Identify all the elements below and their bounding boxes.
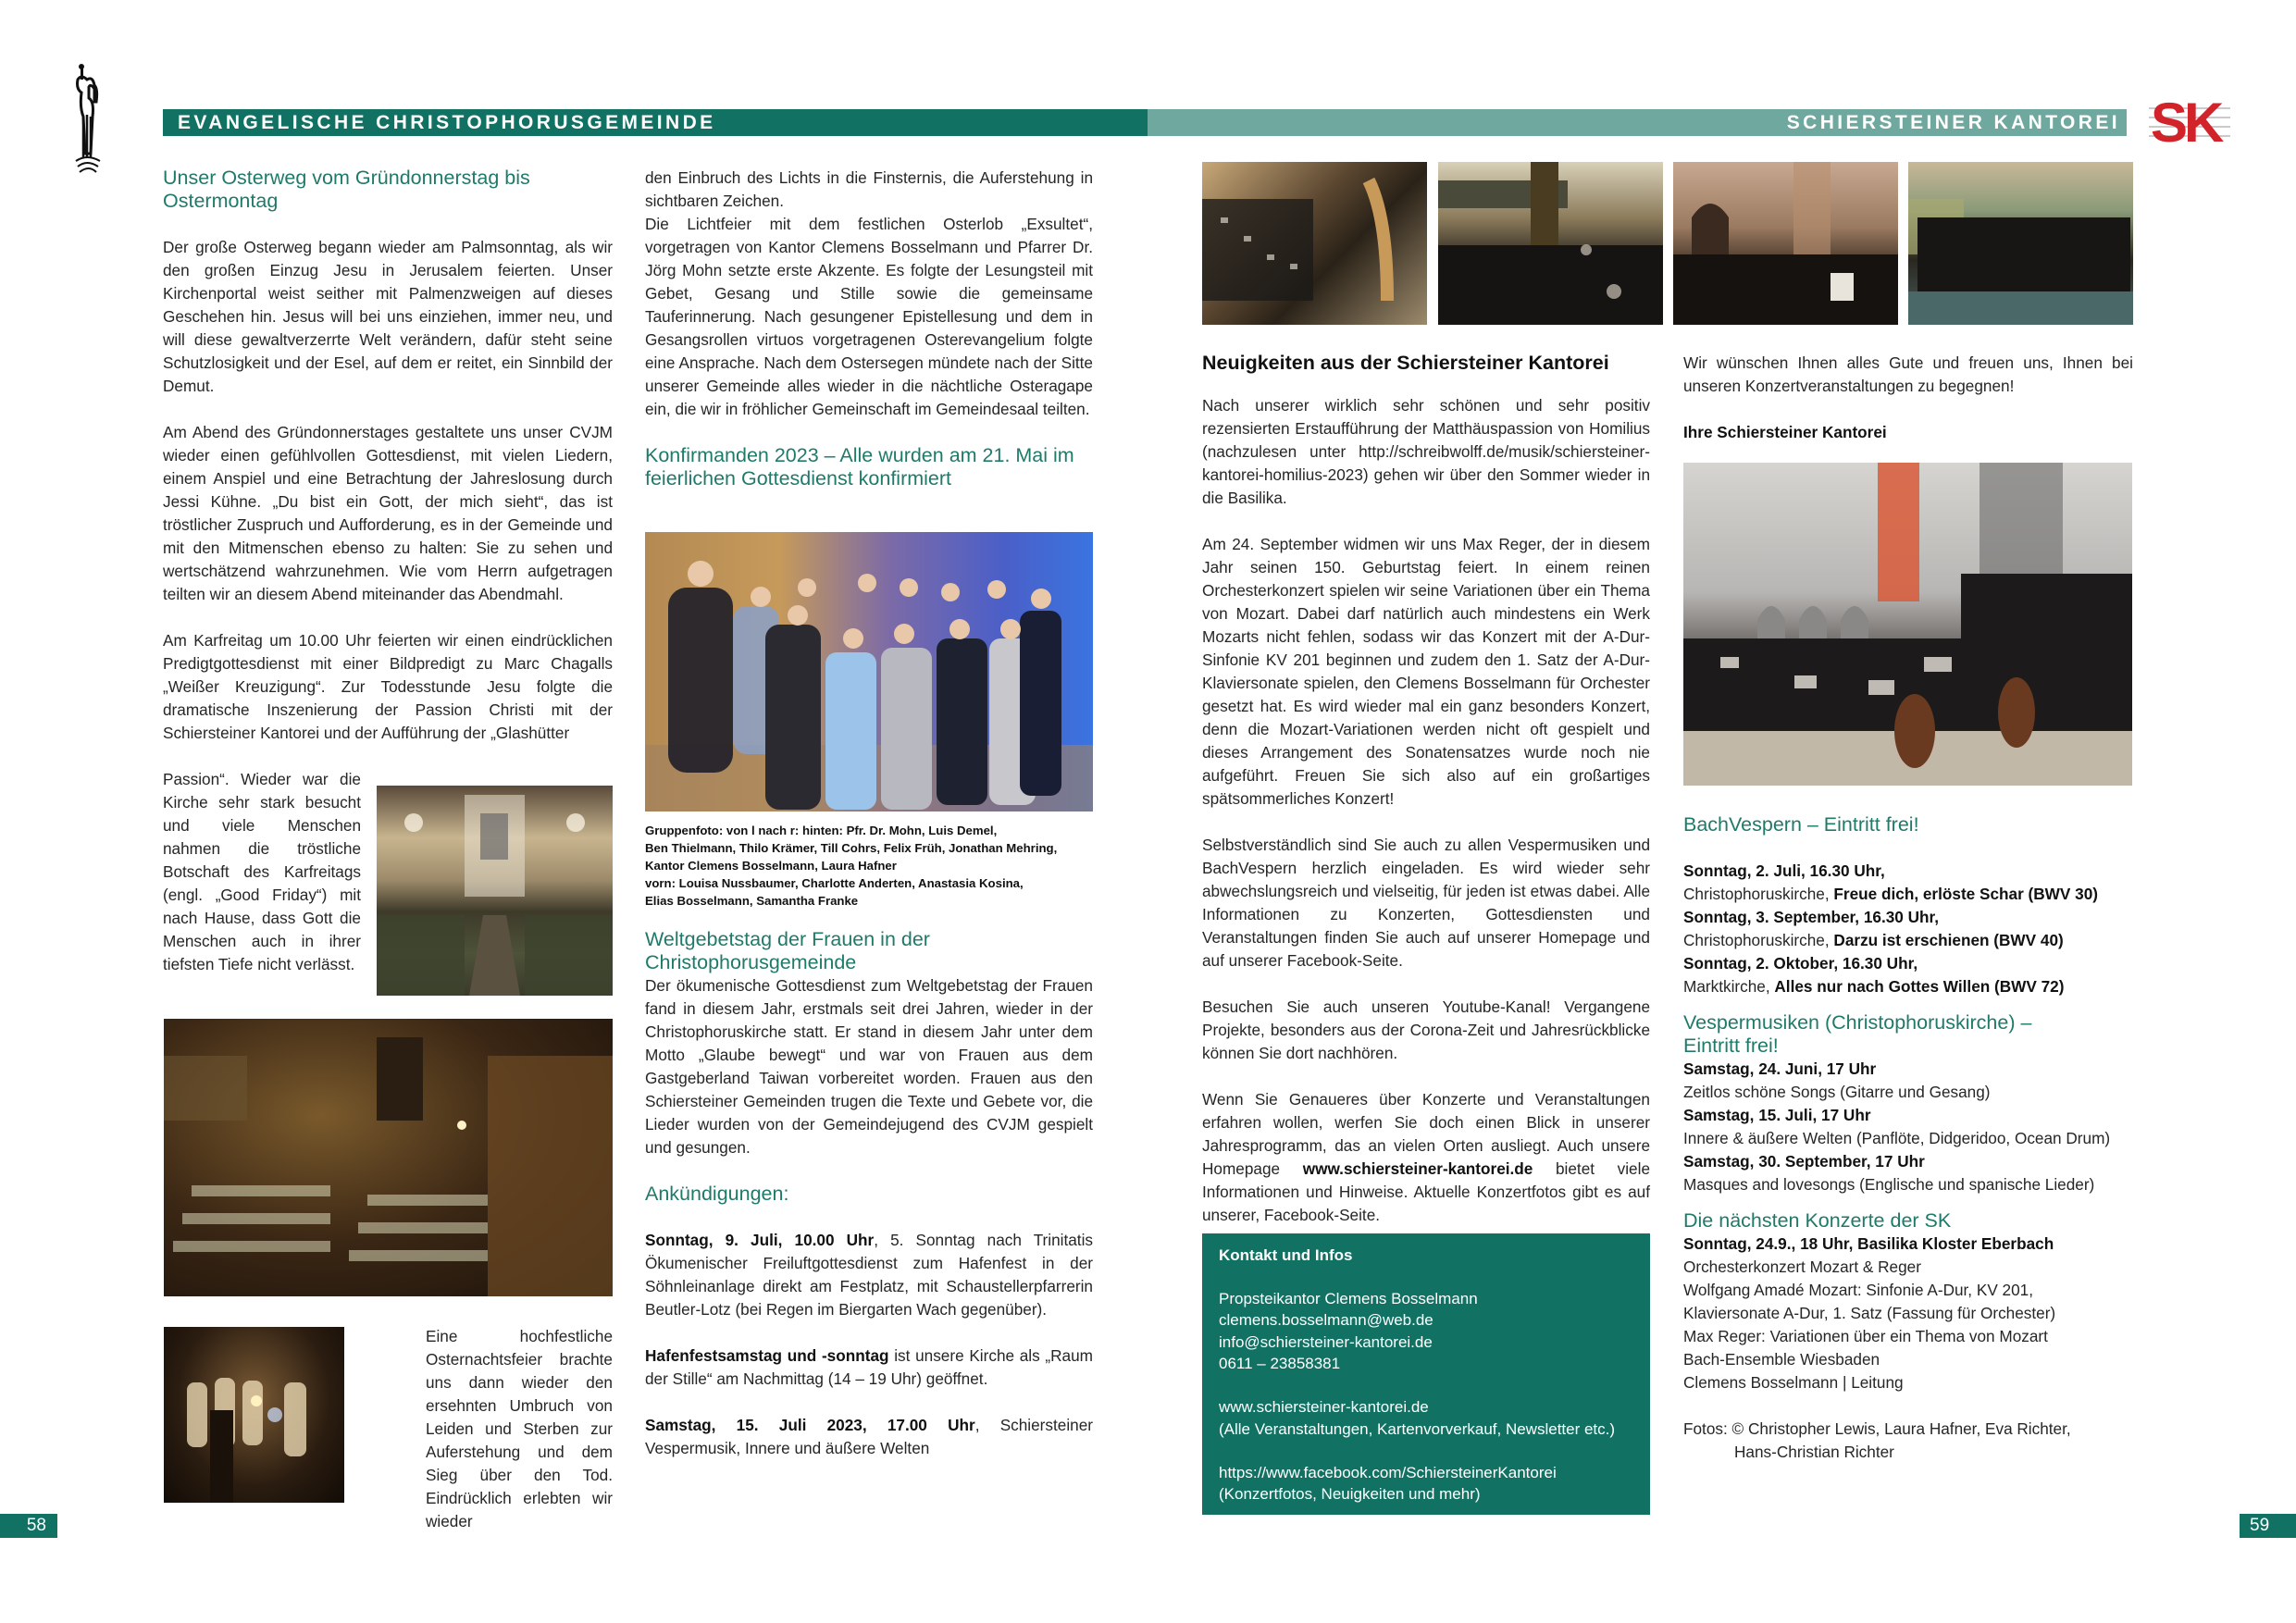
announcement-1 xyxy=(645,1229,1093,1321)
caption-line: vorn: Louisa Nussbaumer, Charlotte Anderten, Anastasia Kosina, xyxy=(645,876,1024,890)
event-date: Samstag, 15. Juli, 17 Uhr xyxy=(1683,1106,1871,1124)
contact-email-1[interactable]: clemens.bosselmann@web.de xyxy=(1219,1311,1433,1329)
heading-naechste-konzerte: Die nächsten Konzerte der SK xyxy=(1683,1209,1952,1232)
photo-osternacht-choir xyxy=(164,1327,344,1503)
event-detail xyxy=(1683,975,2146,998)
contact-email-2[interactable]: info@schiersteiner-kantorei.de xyxy=(1219,1332,1433,1351)
announcement-text: ist unsere Kirche als „Raum der Stille“ am Nachmittag (14 – 19 Uhr) geöffnet. xyxy=(645,1346,1093,1388)
announcement-text: , Schiersteiner Vespermusik, Innere und äußere Welten xyxy=(645,1416,1093,1457)
event-desc: Innere & äußere Welten (Panflöte, Didgeridoo, Ocean Drum) xyxy=(1683,1129,2111,1147)
contact-title: Kontakt und Infos xyxy=(1219,1246,1353,1264)
page-number-left: 58 xyxy=(0,1514,57,1538)
event-title: Darzu ist erschienen (BWV 40) xyxy=(1833,931,2064,949)
paragraph: Der große Osterweg begann wieder am Palmsonntag, als wir den großen Einzug Jesu in Jerusalem feierten. Unser Kirchenportal weist seither mit Palmenzweigen auf dieses Geschehen hin. Jesus will bei uns einziehen, immer neu, und will diese gewaltverzerrte Welt verändern, dafür steht seine Schutzlosigkeit und der Esel, auf dem er reitet, ein Sinnbild der Demut. xyxy=(163,238,613,395)
contact-box xyxy=(1202,1233,1650,1515)
homepage-link[interactable]: www.schiersteiner-kantorei.de xyxy=(1302,1159,1533,1178)
photo-osternacht-church xyxy=(164,1019,613,1296)
event-place: Christophoruskirche, xyxy=(1683,931,1834,949)
event-detail xyxy=(1683,883,2146,906)
announcement-2 xyxy=(645,1344,1093,1391)
photo-orchester-basilika xyxy=(1683,463,2132,786)
paragraph xyxy=(1202,1088,1650,1227)
photo-kantorei-3 xyxy=(1673,162,1898,325)
heading-weltgebetstag: Weltgebetstag der Frauen in der Christophorusgemeinde xyxy=(645,928,930,973)
paragraph: Wir wünschen Ihnen alles Gute und freuen uns, Ihnen bei unseren Konzertveranstaltungen zu begegnen! xyxy=(1683,353,2133,395)
paragraph: Am Karfreitag um 10.00 Uhr feierten wir einen eindrücklichen Predigtgottesdienst mit einer Bildpredigt zu Marc Chagalls „Weißer Kreuzigung“. Zur Todesstunde Jesu folgte die dramatische Inszenierung der Passion Christi mit der Schiersteiner Kantorei und der Aufführung der „Glashütter xyxy=(163,631,613,742)
page-number-right: 59 xyxy=(2240,1514,2296,1538)
contact-facebook[interactable]: https://www.facebook.com/SchiersteinerKantorei xyxy=(1219,1463,1557,1481)
contact-website[interactable]: www.schiersteiner-kantorei.de xyxy=(1219,1398,1429,1416)
paragraph: Am 24. September widmen wir uns Max Reger, der in diesem Jahr seinen 150. Geburtstag feiert. In einem reinen Orchesterkonzert spielen wir seine Variationen über ein Thema von Mozart. Dabei darf natürlich auch mindestens ein Werk Mozarts nicht fehlen, sodass wir das Konzert mit der A-Dur-Sinfonie KV 201 beginnen und zudem den 1. Satz der A-Dur-Klaviersonate spielen, den Clemens Bosselmann für Orchester gesetzt hat. Es wird wieder mal ein ganz besonders Konzert, denn die Mozart-Variationen werden nicht oft gespielt und dieses Arrangement des Sonatensatzes wurde noch nie aufgeführt. Freuen Sie sich also auf ein großartiges spätsommerliches Konzert! xyxy=(1202,535,1650,808)
caption-line: Gruppenfoto: von l nach r: hinten: Pfr. Dr. Mohn, Luis Demel, xyxy=(645,824,998,837)
paragraph: den Einbruch des Lichts in die Finsternis, die Auferstehung in sichtbaren Zeichen. xyxy=(645,168,1093,210)
concert-line: Orchesterkonzert Mozart & Reger xyxy=(1683,1258,1921,1276)
heading-vespermusiken: Vespermusiken (Christophoruskirche) – Eintritt frei! xyxy=(1683,1011,2032,1057)
article-neuigkeiten xyxy=(1202,351,1650,1227)
section-title-left: EVANGELISCHE CHRISTOPHORUSGEMEINDE xyxy=(178,112,716,133)
paragraph: Am Abend des Gründonnerstages gestaltete uns unser CVJM wieder einen gefühlvollen Gottesdienst, mit vielen Liedern, einem Anspiel und eine Betrachtung der Jahreslosung durch Jessi Kühne. „Du bist ein Gott, der mich sieht“, das ist tröstlicher Zuspruch und Aufforderung, es in der Gemeinde und mit den Mitmenschen ebenso zu halten: Sie zu sehen und wertschätzend wahrzunehmen. Wie vom Herrn aufgetragen teilten wir an diesem Abend miteinander das Abendmahl. xyxy=(163,423,613,603)
event-date: Sonntag, 2. Juli, 16.30 Uhr, xyxy=(1683,861,1885,880)
heading-ankuendigungen: Ankündigungen: xyxy=(645,1183,789,1205)
sk-logo xyxy=(2149,95,2234,147)
announcement-date: Samstag, 15. Juli 2023, 17.00 Uhr xyxy=(645,1416,975,1434)
event-detail xyxy=(1683,929,2146,952)
contact-website-note: (Alle Veranstaltungen, Kartenvorverkauf, Newsletter etc.) xyxy=(1219,1419,1616,1438)
concert-date: Sonntag, 24.9., 18 Uhr, Basilika Kloster Eberbach xyxy=(1683,1234,2054,1253)
contact-name: Propsteikantor Clemens Bosselmann xyxy=(1219,1289,1478,1307)
concert-line: Bach-Ensemble Wiesbaden xyxy=(1683,1350,1880,1369)
article-osterweg xyxy=(163,167,613,745)
paragraph: Besuchen Sie auch unseren Youtube-Kanal! Vergangene Projekte, besonders aus der Corona-Zeit und Jahresrückblicke können Sie dort nachhören. xyxy=(1202,997,1650,1062)
paragraph: Nach unserer wirklich sehr schönen und sehr positiv rezensierten Erstaufführung der Matthäuspassion von Homilius (nachzulesen unter http://schreibwolff.de/musik/schiersteiner-kantorei-homilius-2023) gehen wir über den Sommer wieder in die Basilika. xyxy=(1202,396,1650,507)
event-place: Marktkirche, xyxy=(1683,977,1775,996)
heading-neuigkeiten: Neuigkeiten aus der Schiersteiner Kantorei xyxy=(1202,352,1609,374)
paragraph-wrap-osternacht: Eine hochfestliche Osternachtsfeier brachte uns dann wieder den ersehnten Umbruch von Leiden und Sterben zur Auferstehung und dem Sieg über den Tod. Eindrücklich erlebten wir wieder xyxy=(426,1327,613,1530)
announcement-date: Hafenfestsamstag und -sonntag xyxy=(645,1346,889,1365)
event-title: Alles nur nach Gottes Willen (BWV 72) xyxy=(1774,977,2065,996)
event-desc: Zeitlos schöne Songs (Gitarre und Gesang) xyxy=(1683,1083,1991,1101)
sk-logo-text: SK xyxy=(2151,95,2221,147)
article-weltgebetstag xyxy=(645,928,1093,1460)
photo-kantorei-1 xyxy=(1202,162,1427,325)
events-list xyxy=(1683,813,2146,1464)
photo-caption-konfirmanden xyxy=(645,822,1098,910)
paragraph: Die Lichtfeier mit dem festlichen Osterlob „Exsultet“, vorgetragen von Kantor Clemens Bosselmann und Pfarrer Dr. Jörg Mohn setzte erste Akzente. Es folgte der Lesungsteil mit Gebet, Gesang und Stille sowie die gemeinsame Tauferinnerung. Nach gesungener Epistellesung und dem in Gesangsrollen virtuos vorgetragenen Osterevangelium folgte eine Ansprache. Nach dem Ostersegen mündete nach der Sitte unserer Gemeinde alles wieder in die nächtliche Osteragape ein, die wir in fröhlicher Gemeinschaft im Gemeindesaal teilten. xyxy=(645,215,1093,418)
caption-line: Ben Thielmann, Thilo Krämer, Till Cohrs, Felix Früh, Jonathan Mehring, xyxy=(645,841,1058,855)
concert-line: Clemens Bosselmann | Leitung xyxy=(1683,1373,1904,1392)
section-title-right: SCHIERSTEINER KANTOREI xyxy=(1786,112,2120,133)
paragraph-text: bietet viele Informationen und Hinweise. Aktuelle Konzertfotos gibt es auf unserer, Facebook-Seite. xyxy=(1202,1159,1650,1224)
heading-osterweg: Unser Osterweg vom Gründonnerstag bis Ostermontag xyxy=(163,167,530,212)
contact-facebook-note: (Konzertfotos, Neuigkeiten und mehr) xyxy=(1219,1485,1481,1503)
event-title: Freue dich, erlöste Schar (BWV 30) xyxy=(1833,885,2098,903)
photo-credits: Fotos: © Christopher Lewis, Laura Hafner, Eva Richter, xyxy=(1683,1419,2071,1438)
heading-konfirmanden: Konfirmanden 2023 – Alle wurden am 21. Mai im feierlichen Gottesdienst konfirmiert xyxy=(645,444,1074,489)
event-place: Christophoruskirche, xyxy=(1683,885,1834,903)
christophorus-logo-icon xyxy=(72,61,109,181)
photo-konfirmanden-group xyxy=(645,532,1093,812)
concert-line: Wolfgang Amadé Mozart: Sinfonie A-Dur, KV 201, xyxy=(1683,1281,2034,1299)
article-continuation xyxy=(645,167,1093,490)
contact-phone: 0611 – 23858381 xyxy=(1219,1355,1341,1372)
event-date: Sonntag, 3. September, 16.30 Uhr, xyxy=(1683,908,1940,926)
photo-karfreitag-church xyxy=(377,786,613,996)
event-desc: Masques and lovesongs (Englische und spanische Lieder) xyxy=(1683,1175,2095,1194)
photo-credits: Hans-Christian Richter xyxy=(1734,1443,1894,1461)
event-date: Samstag, 30. September, 17 Uhr xyxy=(1683,1152,1925,1171)
paragraph-text: Wenn Sie Genaueres über Konzerte und Veranstaltungen erfahren wollen, werfen Sie doch einen Blick in unserer Jahresprogramm, das an vielen Orten ausliegt. Auch unsere Homepage xyxy=(1202,1090,1650,1178)
paragraph: Selbstverständlich sind Sie auch zu allen Vespermusiken und BachVespern herzlich eingeladen. Es wird wieder sehr abwechslungsreich und vielseitig, für jeden ist etwas dabei. Alle Informationen zu Konzerten, Gottesdiensten und Veranstaltungen finden Sie auch auf unserer Homepage und auf unserer Facebook-Seite. xyxy=(1202,836,1650,970)
paragraph-wrap-karfreitag: Passion“. Wieder war die Kirche sehr stark besucht und viele Menschen nahmen die tröstliche Botschaft des Karfreitags (engl. „Good Friday“) mit nach Hause, dass Gott die Menschen auch in ihrer tiefsten Tiefe nicht verlässt. xyxy=(163,770,361,973)
caption-line: Elias Bosselmann, Samantha Franke xyxy=(645,894,859,908)
concert-line: Max Reger: Variationen über ein Thema von Mozart xyxy=(1683,1327,2048,1345)
concert-line: Klaviersonate A-Dur, 1. Satz (Fassung für Orchester) xyxy=(1683,1304,2056,1322)
caption-line: Kantor Clemens Bosselmann, Laura Hafner xyxy=(645,859,897,873)
announcement-text: , 5. Sonntag nach Trinitatis Ökumenischer Freiluftgottesdienst zum Hafenfest in der Söhnleinanlage direkt am Festplatz, mit Schaustellerpfarrerin Beutler-Lotz (bei Regen im Biergarten Wach gegenüber). xyxy=(645,1231,1093,1319)
heading-bachvespern: BachVespern – Eintritt frei! xyxy=(1683,813,1919,836)
photo-kantorei-4 xyxy=(1908,162,2133,325)
announcement-date: Sonntag, 9. Juli, 10.00 Uhr xyxy=(645,1231,875,1249)
event-date: Samstag, 24. Juni, 17 Uhr xyxy=(1683,1059,1877,1078)
photo-kantorei-2 xyxy=(1438,162,1663,325)
event-date: Sonntag, 2. Oktober, 16.30 Uhr, xyxy=(1683,954,1918,973)
signature: Ihre Schiersteiner Kantorei xyxy=(1683,423,1887,441)
announcement-3 xyxy=(645,1414,1093,1460)
paragraph: Der ökumenische Gottesdienst zum Weltgebetstag der Frauen fand in diesem Jahr, erstmals seit drei Jahren, wieder in der Christophoruskirche statt. Er stand in diesem Jahr unter dem Motto „Glaube bewegt“ und war von Frauen aus dem Gastgeberland Taiwan vorbereitet worden. Frauen aus den Schiersteiner Gemeinden trugen die Texte und Gebete vor, die Lieder wurden von der Gemeindejugend des CVJM gespielt und gesungen. xyxy=(645,976,1093,1157)
greeting xyxy=(1683,352,2133,444)
